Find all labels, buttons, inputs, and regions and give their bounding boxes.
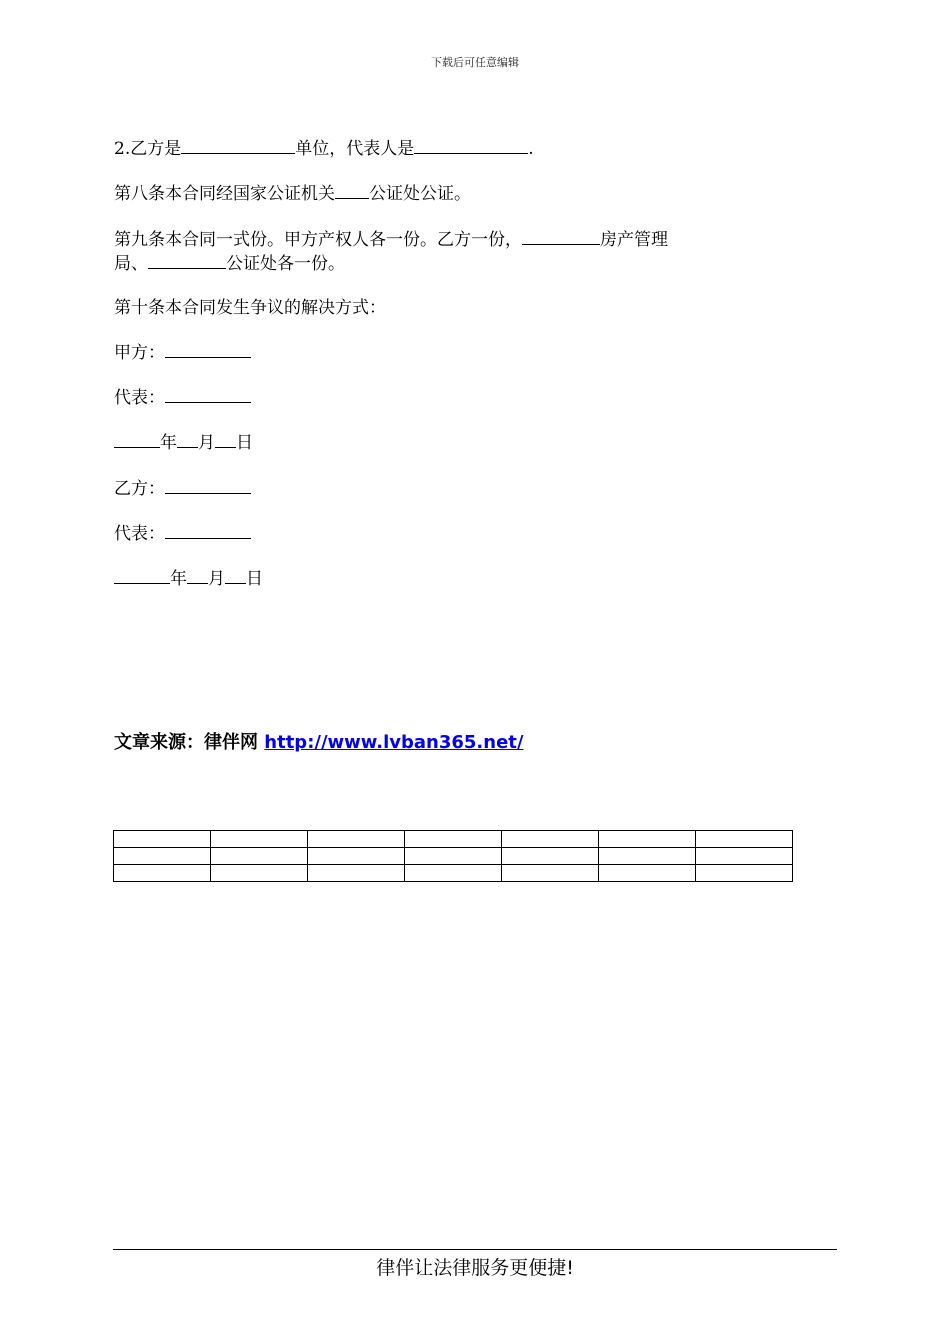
blank-field [148,251,226,269]
table-cell [211,865,308,882]
table-cell [211,831,308,848]
article-9-line-cont [114,251,345,276]
text: 代表： [114,524,165,544]
blank-field [225,566,246,584]
blank-field [335,181,369,199]
footer-slogan: 律伴让法律服务更便捷! [376,1257,574,1279]
blank-field [187,566,208,584]
text: 年 [170,569,187,589]
text: 公证处各一份。 [226,254,345,274]
text: 月 [208,569,225,589]
empty-table [113,830,793,882]
party-b-rep-line [114,521,251,546]
table-cell [696,865,793,882]
table-cell [308,848,405,865]
article-9-line [114,227,668,252]
party-a-rep-line [114,385,251,410]
table-cell [502,831,599,848]
text: 乙方： [114,479,165,499]
text: . [528,139,534,159]
table-cell [114,865,211,882]
text: 局、 [114,254,148,274]
source-label: 文章来源：律伴网 [114,732,258,753]
table-cell [599,865,696,882]
table-row [114,848,793,865]
text: 甲方： [114,343,165,363]
blank-field [165,340,251,358]
table-cell [405,831,502,848]
table-cell [599,848,696,865]
party-b-date-line [114,566,263,591]
blank-field [215,430,236,448]
table-cell [405,848,502,865]
source-link[interactable]: http://www.lvban365.net/ [264,732,524,753]
table-cell [599,831,696,848]
table-cell [502,848,599,865]
blank-field [177,430,198,448]
blank-field [165,521,251,539]
table-cell [696,848,793,865]
party-a-date-line [114,430,253,455]
table-cell [696,831,793,848]
table-cell [211,848,308,865]
party-b-unit-line [114,136,534,161]
text: 第八条本合同经国家公证机关 [114,184,335,204]
blank-field [114,566,170,584]
table-cell [308,865,405,882]
article-10-line: 第十条本合同发生争议的解决方式： [114,298,386,318]
blank-field [181,136,295,154]
party-b-sign-line [114,476,251,501]
party-a-sign-line [114,340,251,365]
blank-field [165,385,251,403]
table-cell [114,848,211,865]
blank-field [114,430,160,448]
table-row [114,831,793,848]
table-cell [308,831,405,848]
text: 代表： [114,388,165,408]
text: 第九条本合同一式份。甲方产权人各一份。乙方一份， [114,230,522,250]
article-8-line [114,181,471,206]
footer-divider [113,1249,837,1250]
table-cell [114,831,211,848]
article-source [114,728,523,754]
page-header-note: 下载后可任意编辑 [431,56,519,69]
text: 公证处公证。 [369,184,471,204]
text: 日 [246,569,263,589]
text: 月 [198,433,215,453]
text: 单位，代表人是 [295,139,415,159]
blank-field [522,227,600,245]
text: 年 [160,433,177,453]
table-cell [405,865,502,882]
text: 日 [236,433,253,453]
blank-field [414,136,528,154]
text: 房产管理 [600,230,668,250]
table-row [114,865,793,882]
text: 2.乙方是 [114,139,182,159]
blank-field [165,476,251,494]
table-cell [502,865,599,882]
